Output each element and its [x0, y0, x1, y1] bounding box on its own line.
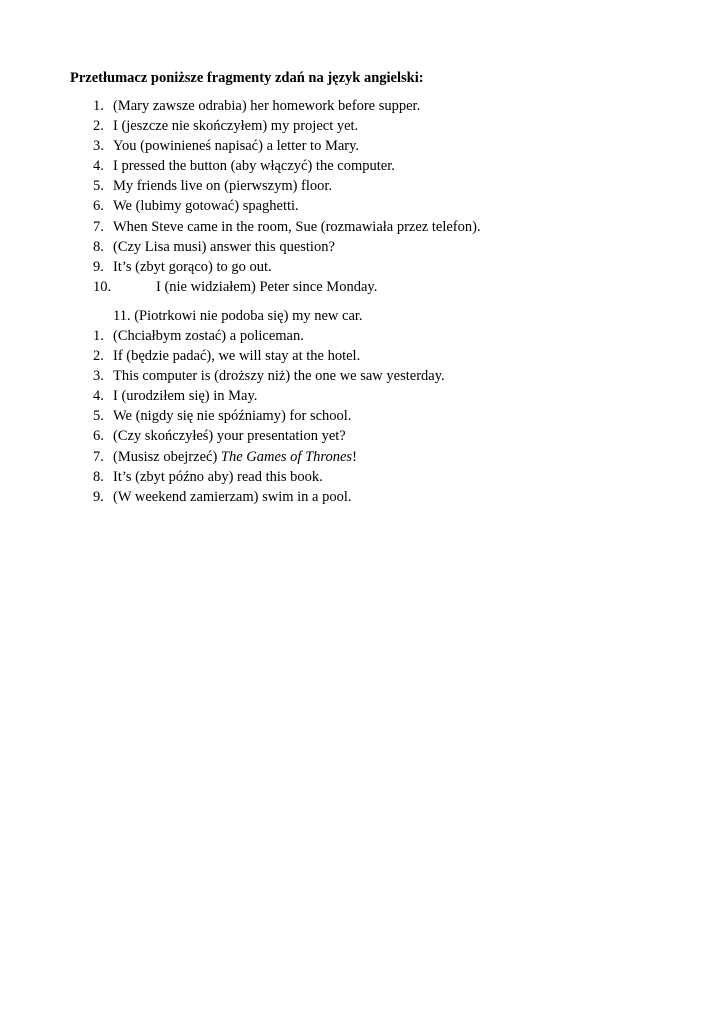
item-number: 2. [93, 118, 104, 135]
item-text: It’s (zbyt późno aby) read this book. [113, 468, 323, 485]
item-text: I (urodziłem się) in May. [113, 388, 258, 405]
item-text [113, 447, 357, 467]
item-text: We (nigdy się nie spóźniamy) for school. [113, 408, 352, 425]
exercise-instruction: Przetłumacz poniższe fragmenty zdań na język angielski: [70, 70, 424, 86]
item-number: 1. [93, 98, 104, 114]
item-text: This computer is (droższy niż) the one we saw yesterday. [113, 368, 445, 385]
item-number: 5. [93, 408, 104, 425]
item-number: 1. [93, 328, 104, 344]
item-text: (Czy Lisa musi) answer this question? [113, 238, 335, 255]
item-text: If (będzie padać), we will stay at the hotel. [113, 348, 361, 365]
item-number: 10. [93, 278, 112, 295]
item-text: It’s (zbyt gorąco) to go out. [113, 258, 272, 275]
item-text: I pressed the button (aby włączyć) the computer. [113, 158, 395, 175]
item-text: I (nie widziałem) Peter since Monday. [156, 278, 378, 295]
item-text: We (lubimy gotować) spaghetti. [113, 198, 299, 215]
item-number: 2. [93, 348, 104, 365]
item-number: 8. [93, 468, 104, 485]
item-text: My friends live on (pierwszym) floor. [113, 178, 333, 195]
item-text: I (jeszcze nie skończyłem) my project yet. [113, 118, 359, 135]
item-number: 9. [93, 258, 104, 275]
item-text: (Czy skończyłeś) your presentation yet? [113, 428, 346, 445]
item-text: When Steve came in the room, Sue (rozmawiała przez telefon). [113, 218, 481, 235]
item-number: 6. [93, 428, 104, 445]
item-number: 7. [93, 448, 104, 465]
item-number: 6. [93, 198, 104, 215]
item-number: 7. [93, 218, 104, 235]
item-number: 4. [93, 158, 104, 175]
item-text: You (powinieneś napisać) a letter to Mary. [113, 138, 360, 155]
item-number: 9. [93, 488, 104, 505]
item-number: 4. [93, 388, 104, 405]
item-text: (Chciałbym zostać) a policeman. [113, 328, 304, 344]
item-number: 3. [93, 368, 104, 385]
item-number: 8. [93, 238, 104, 255]
item-text-italic-title: The Games of Thrones [220, 448, 353, 465]
item-number: 5. [93, 178, 104, 195]
item-number: 3. [93, 138, 104, 155]
list-item-eleven: 11. (Piotrkowi nie podoba się) my new car. [113, 308, 363, 324]
item-text: (W weekend zamierzam) swim in a pool. [113, 488, 352, 505]
item-text: (Mary zawsze odrabia) her homework before supper. [113, 98, 421, 114]
item-text-pre: (Musisz obejrzeć) [113, 448, 221, 465]
item-text-post: ! [352, 448, 357, 465]
